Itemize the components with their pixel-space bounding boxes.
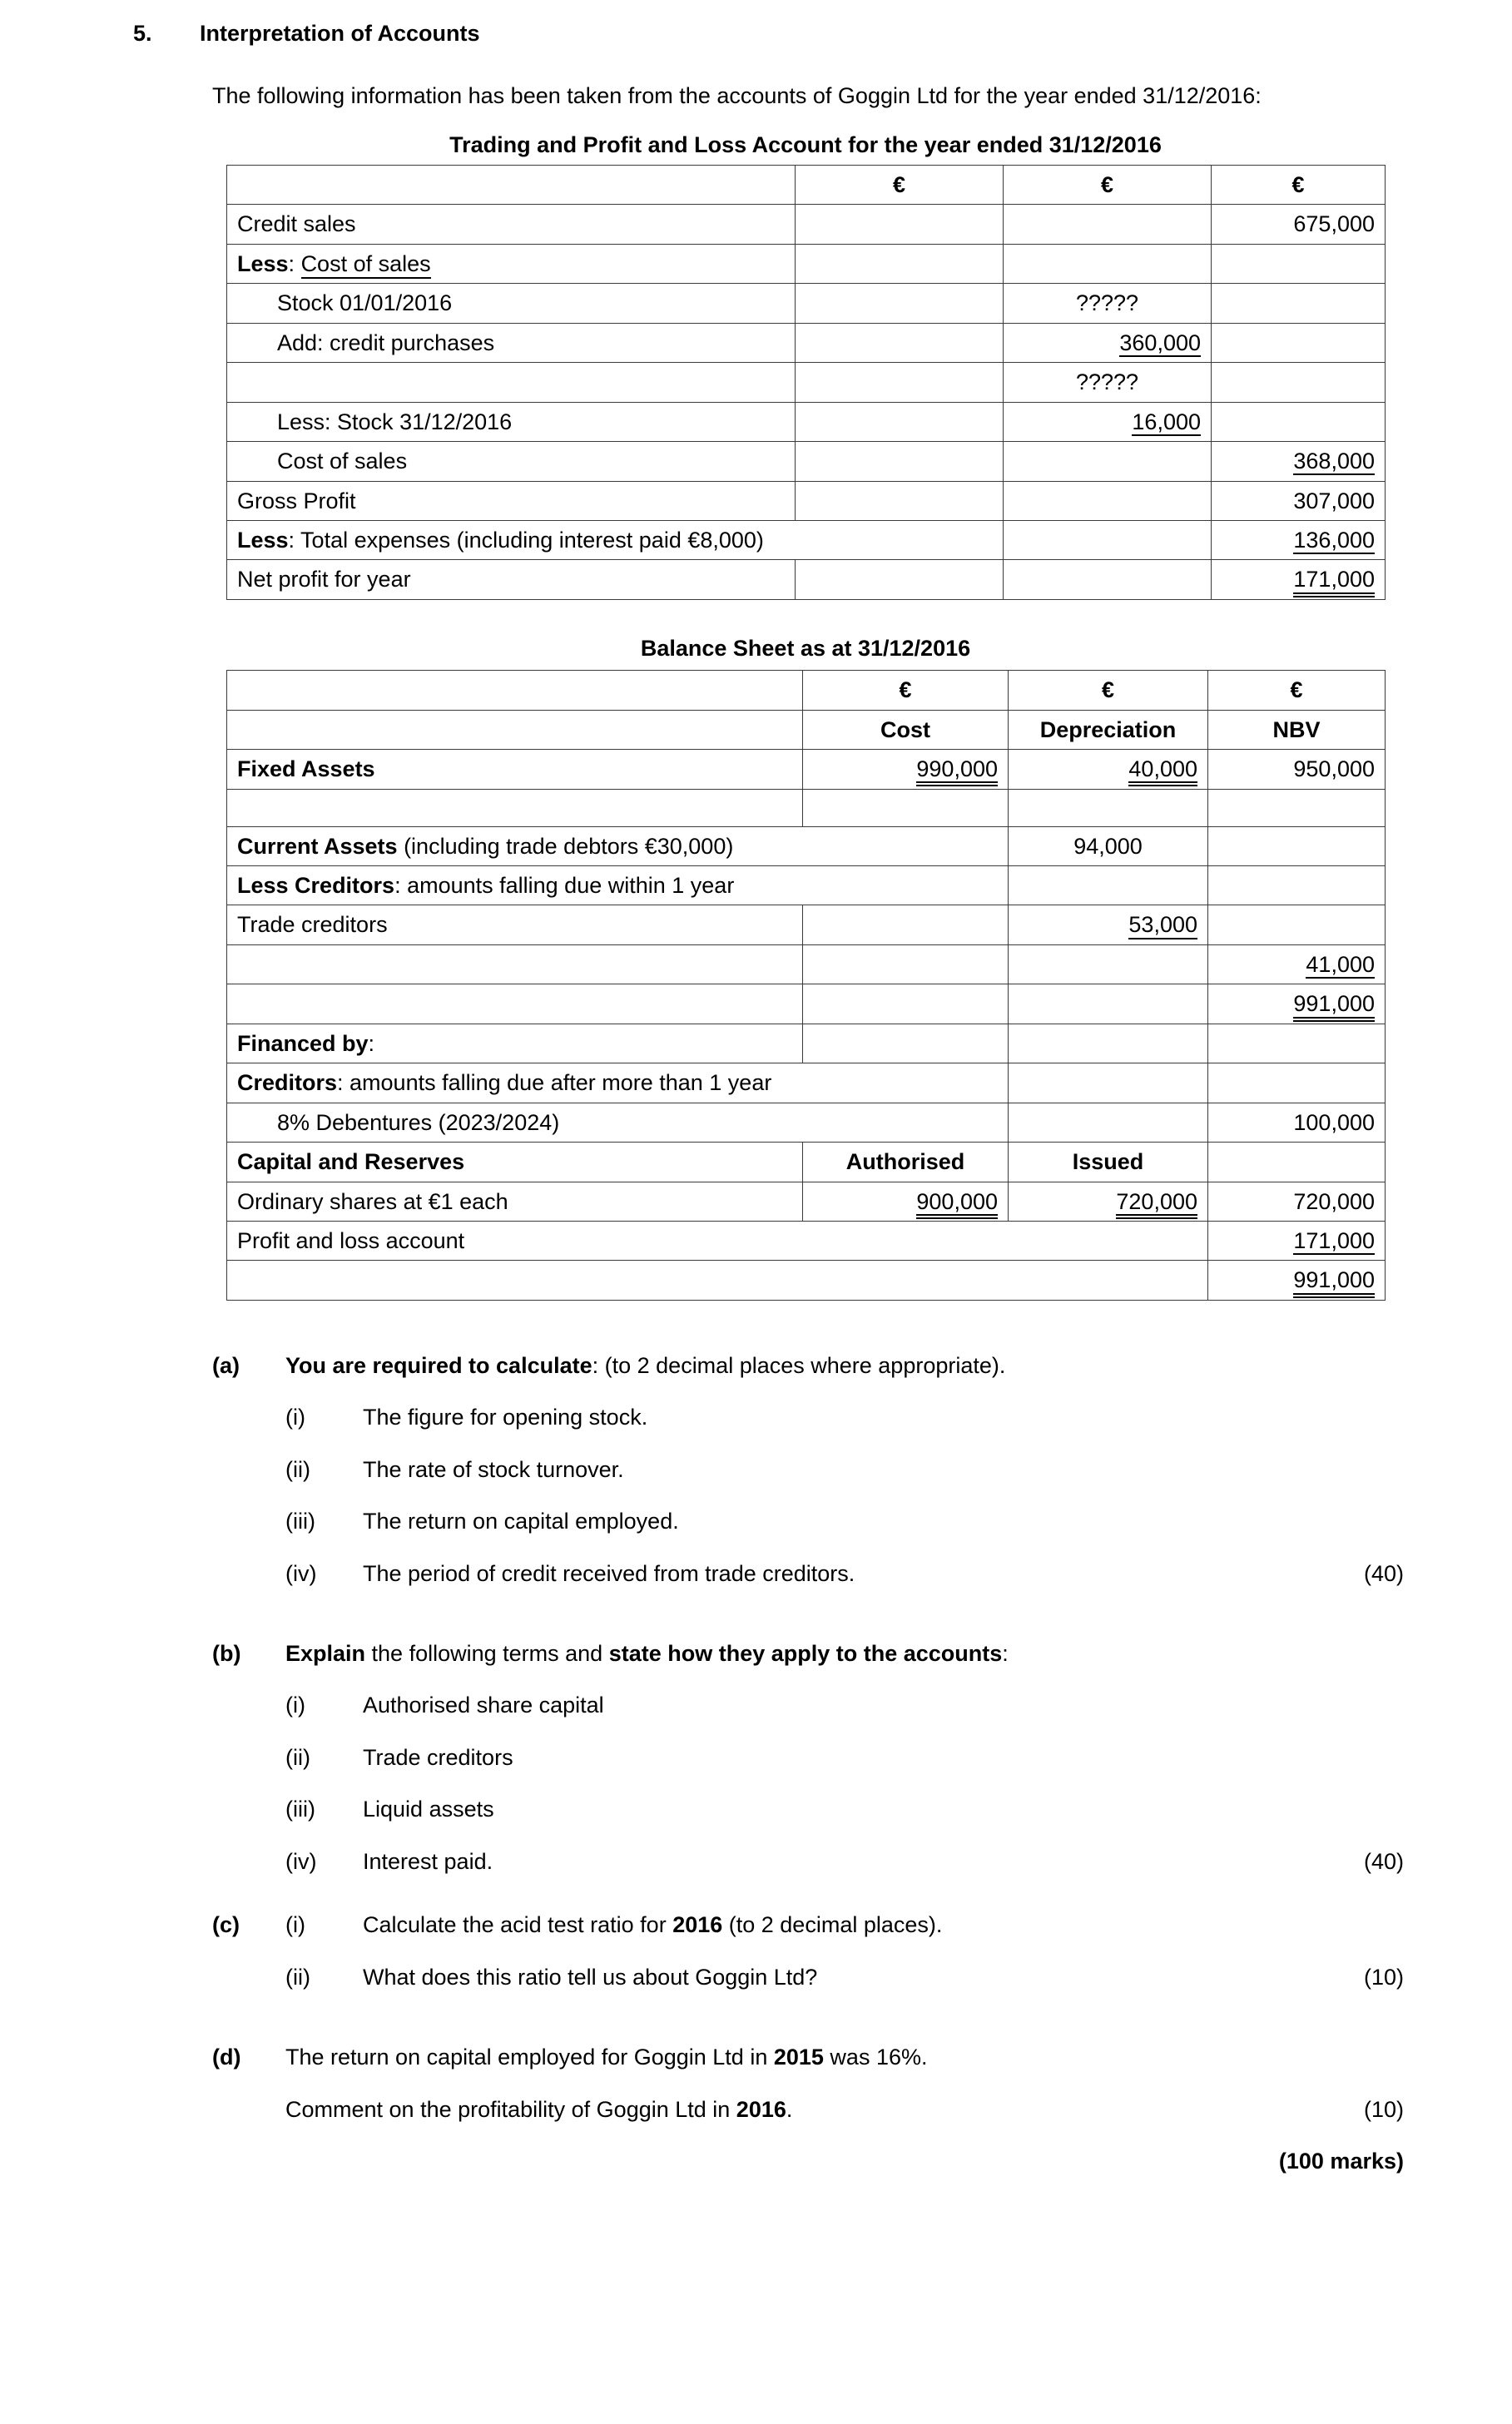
table-row (227, 710, 1386, 749)
less-label: Less (237, 527, 289, 553)
cell-label: Net profit for year (227, 560, 796, 599)
cell-label (227, 1024, 803, 1063)
item-text: What does this ratio tell us about Goggin Ltd? (363, 1964, 818, 1990)
spacer (0, 1610, 1512, 1638)
line2-post: . (786, 2096, 793, 2122)
cell-value (1208, 1024, 1386, 1063)
cell-value (1212, 402, 1386, 441)
column-header-authorised: Authorised (803, 1143, 1009, 1182)
table-row (227, 402, 1386, 441)
cell-value (1212, 520, 1386, 559)
part-b-item-ii (285, 1742, 1404, 1772)
cost-of-sales-label: Cost of sales (301, 251, 431, 279)
cell-value: 94,000 (1009, 826, 1208, 865)
cell-value (803, 984, 1009, 1024)
cell-value (796, 402, 1004, 441)
cell-label: Profit and loss account (227, 1221, 1208, 1260)
part-a-lead-bold: You are required to calculate (285, 1352, 592, 1378)
column-header-nbv: NBV (1208, 710, 1386, 749)
cell-value: 950,000 (1208, 750, 1386, 789)
part-a-lead (212, 1351, 1404, 1381)
roman-numeral: (iv) (285, 1848, 317, 1874)
column-header-depreciation: Depreciation (1009, 710, 1208, 749)
cell-value (1004, 205, 1212, 244)
cell-value (1009, 1063, 1208, 1103)
total-marks-label: (100 marks) (1278, 2148, 1404, 2174)
value-underlined: 171,000 (1293, 1229, 1375, 1255)
part-a-item-i (285, 1402, 1404, 1432)
cell-currency-2: € (1009, 671, 1208, 710)
item-text: The figure for opening stock. (363, 1405, 648, 1430)
table-row (227, 984, 1386, 1024)
cell-value (1009, 1103, 1208, 1142)
part-c (212, 1910, 1404, 1992)
value-underlined: 16,000 (1132, 410, 1201, 436)
item-text: The return on capital employed. (363, 1509, 679, 1534)
cell-label (227, 1063, 1009, 1103)
cell-value (1004, 323, 1212, 362)
cell-label (227, 866, 1009, 905)
cell-value (1208, 1261, 1386, 1300)
table-row (227, 205, 1386, 244)
part-a-letter: (a) (212, 1352, 240, 1378)
value-underlined: 53,000 (1128, 913, 1197, 939)
value-double-underlined: 900,000 (916, 1190, 998, 1216)
cell-label: Ordinary shares at €1 each (227, 1182, 803, 1221)
cell-value (796, 481, 1004, 520)
table-row (227, 944, 1386, 984)
value-double-underlined: 171,000 (1293, 568, 1375, 593)
table-row (227, 166, 1386, 205)
part-b-letter: (b) (212, 1641, 241, 1667)
part-d (212, 2042, 1404, 2124)
value-double-underlined: 991,000 (1293, 992, 1375, 1018)
cell-value (796, 244, 1004, 283)
question-heading (0, 0, 1512, 48)
roman-numeral: (ii) (285, 1964, 310, 1990)
balance-sheet-caption: Balance Sheet as at 31/12/2016 (640, 635, 971, 661)
question-parts (0, 1351, 1512, 2177)
cell-label: Less: Stock 31/12/2016 (227, 402, 796, 441)
part-c-item-i (212, 1910, 1404, 1940)
value-double-underlined: 990,000 (916, 757, 998, 783)
line1-pre: The return on capital employed for Goggin Ltd in (285, 2045, 774, 2070)
cell-label: Cost of sales (227, 442, 796, 481)
cell-value (1004, 442, 1212, 481)
cell-currency-1: € (803, 671, 1009, 710)
colon: : (368, 1030, 375, 1056)
cell-label: Gross Profit (227, 481, 796, 520)
cell-label: Add: credit purchases (227, 323, 796, 362)
value-double-underlined: 720,000 (1116, 1190, 1197, 1216)
page-title: Interpretation of Accounts (200, 21, 480, 46)
marks-label: (40) (1363, 1560, 1404, 1586)
table-row (227, 323, 1386, 362)
table-row (227, 520, 1386, 559)
cell-value: 100,000 (1208, 1103, 1386, 1142)
value-underlined: 360,000 (1119, 331, 1201, 357)
cell-value: 307,000 (1212, 481, 1386, 520)
table-row (227, 442, 1386, 481)
total-expenses-text: : Total expenses (including interest paid €8,000) (288, 527, 764, 553)
cell-value (1004, 244, 1212, 283)
roman-numeral: (ii) (285, 1744, 310, 1770)
cell-value (1009, 789, 1208, 826)
table-row (227, 363, 1386, 402)
part-b-item-iv (285, 1847, 1404, 1876)
part-c-item-ii (285, 1962, 1404, 1992)
trading-account-caption: Trading and Profit and Loss Account for the year ended 31/12/2016 (449, 131, 1162, 157)
table-row (227, 1143, 1386, 1182)
cell-currency-2: € (1004, 166, 1212, 205)
cell-value (1208, 1143, 1386, 1182)
roman-numeral: (i) (285, 1405, 305, 1430)
marks-label: (10) (1363, 2096, 1404, 2122)
cell-value (1004, 560, 1212, 599)
table-row (227, 481, 1386, 520)
cell-value (1004, 481, 1212, 520)
cell-value (1212, 284, 1386, 323)
column-header-cost: Cost (803, 710, 1009, 749)
cell-value (803, 905, 1009, 944)
cell-label (227, 944, 803, 984)
cell-value (796, 560, 1004, 599)
item-text-post: (to 2 decimal places). (722, 1912, 943, 1938)
cell-value (803, 789, 1009, 826)
cell-currency-1: € (796, 166, 1004, 205)
less-creditors-label: Less Creditors (237, 873, 395, 899)
cell-value (1212, 442, 1386, 481)
table-row (227, 1182, 1386, 1221)
part-d-line-1 (212, 2042, 1404, 2072)
part-b-item-iii (285, 1794, 1404, 1824)
part-b-lead-bold-1: Explain (285, 1641, 366, 1667)
cell-value: 720,000 (1208, 1182, 1386, 1221)
part-d-letter: (d) (212, 2045, 241, 2070)
line2-year: 2016 (736, 2096, 786, 2122)
part-b-lead-mid: the following terms and (365, 1641, 609, 1667)
cell-value (1212, 363, 1386, 402)
part-b-item-i (285, 1690, 1404, 1720)
colon: : (288, 250, 301, 276)
roman-numeral: (i) (285, 1912, 305, 1938)
part-a-item-iii (285, 1506, 1404, 1536)
value-double-underlined: 991,000 (1293, 1268, 1375, 1294)
creditors-label: Creditors (237, 1070, 338, 1096)
cell-value (1009, 1024, 1208, 1063)
cell-value (1009, 750, 1208, 789)
cell-label (227, 671, 803, 710)
table-row (227, 1063, 1386, 1103)
cell-value (1009, 984, 1208, 1024)
cell-value (1212, 323, 1386, 362)
table-row (227, 560, 1386, 599)
roman-numeral: (iii) (285, 1509, 315, 1534)
cell-label (227, 826, 1009, 865)
less-label: Less (237, 250, 289, 276)
part-b-lead (212, 1638, 1404, 1668)
value-underlined: 368,000 (1293, 449, 1375, 475)
part-b-lead-end: : (1002, 1641, 1009, 1667)
table-row (227, 1103, 1386, 1142)
line2-pre: Comment on the profitability of Goggin Ltd in (285, 2096, 736, 2122)
cell-value: ????? (1004, 284, 1212, 323)
cell-label: 8% Debentures (2023/2024) (227, 1103, 1009, 1142)
cell-label (227, 984, 803, 1024)
cell-value (796, 323, 1004, 362)
cell-value (1208, 826, 1386, 865)
cell-label: Fixed Assets (227, 750, 803, 789)
cell-label (227, 789, 803, 826)
spacer (0, 2014, 1512, 2042)
cell-value (803, 944, 1009, 984)
item-text: Trade creditors (363, 1744, 513, 1770)
cell-value (796, 363, 1004, 402)
question-number: 5. (133, 21, 152, 46)
table-row (227, 284, 1386, 323)
cell-value (1208, 905, 1386, 944)
cell-value (803, 1182, 1009, 1221)
part-d-line-2 (212, 2094, 1404, 2124)
cell-currency-3: € (1212, 166, 1386, 205)
marks-label: (40) (1363, 1848, 1404, 1874)
cell-label: Stock 01/01/2016 (227, 284, 796, 323)
less-creditors-note: : amounts falling due within 1 year (394, 873, 735, 899)
cell-value (1004, 520, 1212, 559)
table-row (227, 789, 1386, 826)
cell-value (1208, 866, 1386, 905)
cell-value (1208, 1221, 1386, 1260)
cell-value (1009, 866, 1208, 905)
cell-label: Capital and Reserves (227, 1143, 803, 1182)
cell-value: ????? (1004, 363, 1212, 402)
part-a-item-ii (285, 1455, 1404, 1485)
item-text: Authorised share capital (363, 1693, 604, 1718)
cell-value (1009, 1182, 1208, 1221)
line1-post: was 16%. (823, 2045, 928, 2070)
table-row (227, 671, 1386, 710)
part-c-letter: (c) (212, 1912, 240, 1938)
cell-value (1004, 402, 1212, 441)
part-a (212, 1351, 1404, 1589)
table-row (227, 1261, 1386, 1300)
cell-label (227, 520, 1004, 559)
item-text: The rate of stock turnover. (363, 1456, 624, 1482)
value-underlined: 41,000 (1306, 953, 1375, 979)
roman-numeral: (i) (285, 1693, 305, 1718)
table-row (227, 866, 1386, 905)
item-text-pre: Calculate the acid test ratio for (363, 1912, 673, 1938)
cell-value (1208, 789, 1386, 826)
cell-value (796, 284, 1004, 323)
table-row (227, 1221, 1386, 1260)
roman-numeral: (iii) (285, 1797, 315, 1822)
spacer (0, 1898, 1512, 1910)
table-row (227, 244, 1386, 283)
current-assets-note: (including trade debtors €30,000) (397, 833, 734, 859)
cell-value (803, 1024, 1009, 1063)
intro-paragraph: The following information has been taken from the accounts of Goggin Ltd for the year ended 31/12/2016: (212, 83, 1262, 109)
cell-value (1009, 905, 1208, 944)
cell-label (227, 363, 796, 402)
item-text-bold: 2016 (672, 1912, 723, 1938)
trading-and-profit-loss-table (226, 165, 1386, 600)
roman-numeral: (ii) (285, 1456, 310, 1482)
table-row (227, 1024, 1386, 1063)
current-assets-label: Current Assets (237, 833, 398, 859)
creditors-note: : amounts falling due after more than 1 year (337, 1070, 772, 1096)
cell-value (1208, 944, 1386, 984)
table-row (227, 826, 1386, 865)
part-b-lead-bold-2: state how they apply to the accounts (608, 1641, 1003, 1667)
roman-numeral: (iv) (285, 1560, 317, 1586)
cell-label (227, 1261, 1208, 1300)
cell-value (1208, 1063, 1386, 1103)
cell-label (227, 710, 803, 749)
cell-label: Trade creditors (227, 905, 803, 944)
item-text: The period of credit received from trade creditors. (363, 1560, 855, 1586)
value-double-underlined: 40,000 (1128, 757, 1197, 783)
marks-label: (10) (1363, 1964, 1404, 1990)
cell-value (1212, 244, 1386, 283)
cell-value (796, 442, 1004, 481)
part-a-lead-rest: : (to 2 decimal places where appropriate). (592, 1352, 1006, 1378)
part-b (212, 1638, 1404, 1876)
value-underlined: 136,000 (1293, 528, 1375, 554)
cell-value (1212, 560, 1386, 599)
line1-year: 2015 (773, 2045, 824, 2070)
item-text: Liquid assets (363, 1797, 494, 1822)
item-text: Interest paid. (363, 1848, 493, 1874)
table-row (227, 750, 1386, 789)
balance-sheet-table (226, 670, 1386, 1301)
part-a-item-iv (285, 1559, 1404, 1589)
cell-label (227, 244, 796, 283)
cell-label: Credit sales (227, 205, 796, 244)
cell-value (1208, 984, 1386, 1024)
cell-value (796, 205, 1004, 244)
cell-label (227, 166, 796, 205)
cell-value: 675,000 (1212, 205, 1386, 244)
table-row (227, 905, 1386, 944)
cell-value (803, 750, 1009, 789)
cell-currency-3: € (1208, 671, 1386, 710)
column-header-issued: Issued (1009, 1143, 1208, 1182)
financed-by-label: Financed by (237, 1030, 369, 1056)
cell-value (1009, 944, 1208, 984)
